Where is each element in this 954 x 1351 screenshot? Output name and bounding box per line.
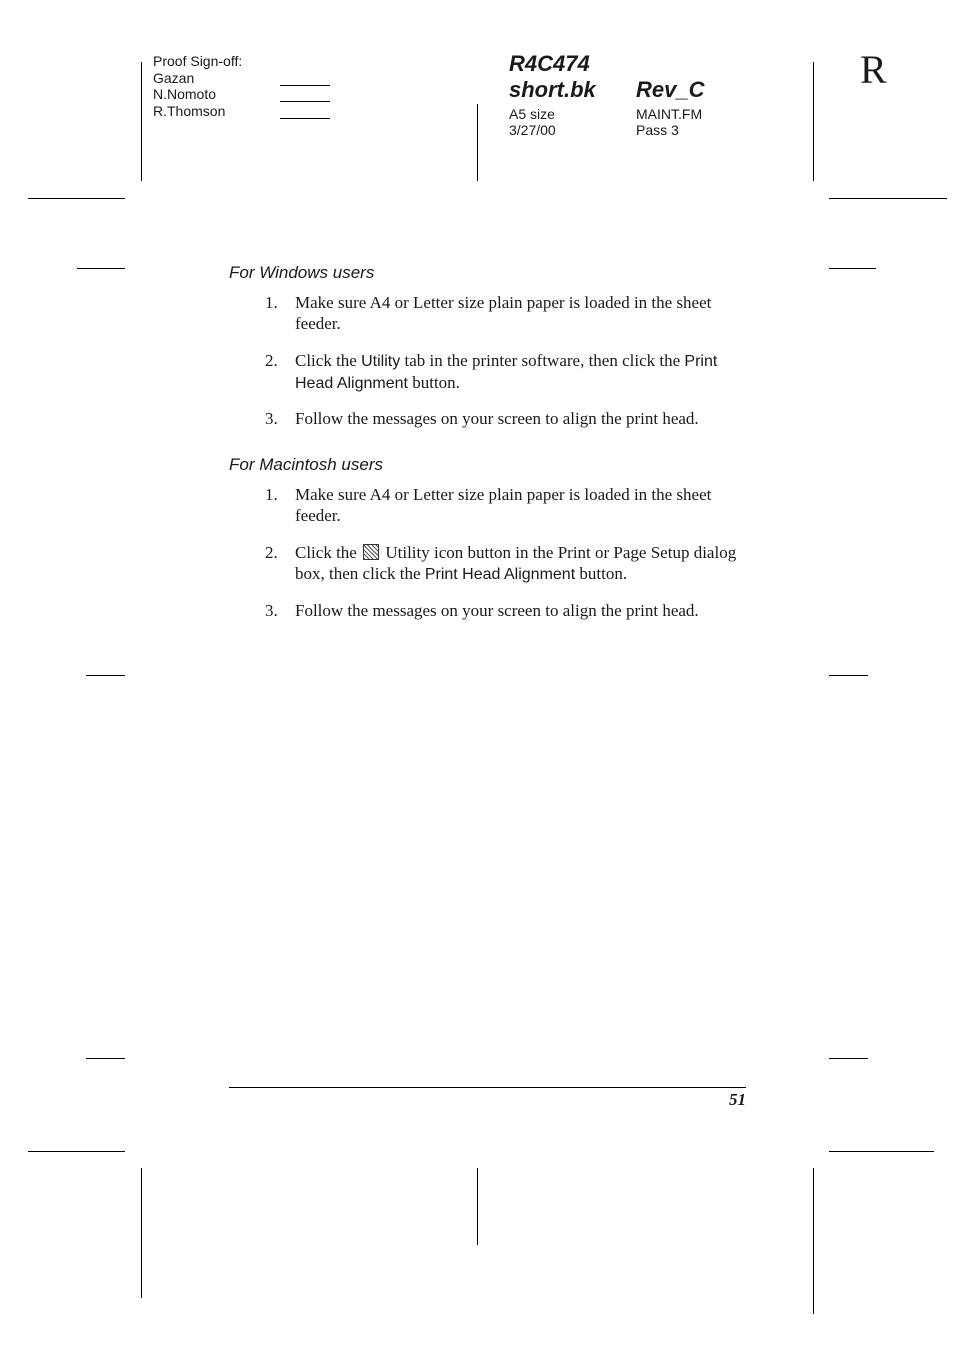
step-number: 2.	[265, 351, 278, 370]
windows-heading: For Windows users	[229, 263, 375, 282]
job-code: R4C474	[509, 51, 590, 76]
step-text: Click the Utility tab in the printer software, then click the Print Head Alignment button.	[295, 351, 718, 392]
crop-mark	[141, 62, 142, 181]
corner-mark: R	[860, 47, 887, 92]
crop-mark	[829, 198, 947, 199]
step-text: Make sure A4 or Letter size plain paper is loaded in the sheet feeder.	[295, 293, 712, 333]
crop-mark	[28, 198, 125, 199]
signature-line	[280, 118, 330, 119]
crop-mark	[829, 268, 876, 269]
crop-mark	[86, 1058, 125, 1059]
pass: Pass 3	[636, 122, 679, 138]
book-file: short.bk	[509, 77, 596, 102]
list-item	[229, 542, 749, 586]
utility-tab-label: Utility	[361, 353, 401, 370]
crop-mark	[829, 675, 868, 676]
list-item	[229, 484, 749, 528]
footer-rule	[229, 1087, 746, 1088]
print-head-alignment-label: Print Head Alignment	[295, 353, 718, 392]
list-item	[229, 292, 749, 336]
date: 3/27/00	[509, 122, 556, 138]
page-number: 51	[729, 1090, 746, 1109]
crop-mark	[829, 1058, 868, 1059]
proof-title: Proof Sign-off:	[153, 53, 243, 69]
step-text: Make sure A4 or Letter size plain paper is loaded in the sheet feeder.	[295, 485, 712, 525]
signature-line	[280, 85, 330, 86]
crop-mark	[813, 1168, 814, 1314]
crop-mark	[86, 675, 125, 676]
revision: Rev_C	[636, 77, 705, 102]
step-text: Click the Utility icon button in the Print or Page Setup dialog box, then click the Print Head Alignment button.	[295, 543, 737, 583]
print-head-alignment-label: Print Head Alignment	[424, 566, 576, 583]
step-text: Follow the messages on your screen to align the print head.	[295, 409, 699, 428]
step-number: 1.	[265, 293, 278, 312]
paper-size: A5 size	[509, 106, 555, 122]
step-number: 3.	[265, 409, 278, 428]
list-item	[229, 600, 749, 622]
crop-mark	[141, 1168, 142, 1298]
crop-mark	[77, 268, 125, 269]
mac-heading: For Macintosh users	[229, 455, 383, 474]
proof-name: R.Thomson	[153, 103, 226, 120]
frame-file: MAINT.FM	[636, 106, 703, 122]
proof-name: Gazan	[153, 69, 195, 86]
crop-mark	[477, 104, 478, 181]
crop-mark	[813, 62, 814, 181]
list-item	[229, 408, 749, 430]
step-number: 3.	[265, 601, 278, 620]
step-text: Follow the messages on your screen to align the print head.	[295, 601, 699, 620]
list-item	[229, 350, 749, 394]
crop-mark	[28, 1151, 125, 1152]
proof-signoff	[153, 53, 242, 120]
signature-line	[280, 101, 330, 102]
step-number: 1.	[265, 485, 278, 504]
utility-icon	[363, 544, 379, 560]
proof-name: N.Nomoto	[153, 86, 217, 103]
crop-mark	[829, 1151, 934, 1152]
step-number: 2.	[265, 543, 278, 562]
crop-mark	[477, 1168, 478, 1245]
